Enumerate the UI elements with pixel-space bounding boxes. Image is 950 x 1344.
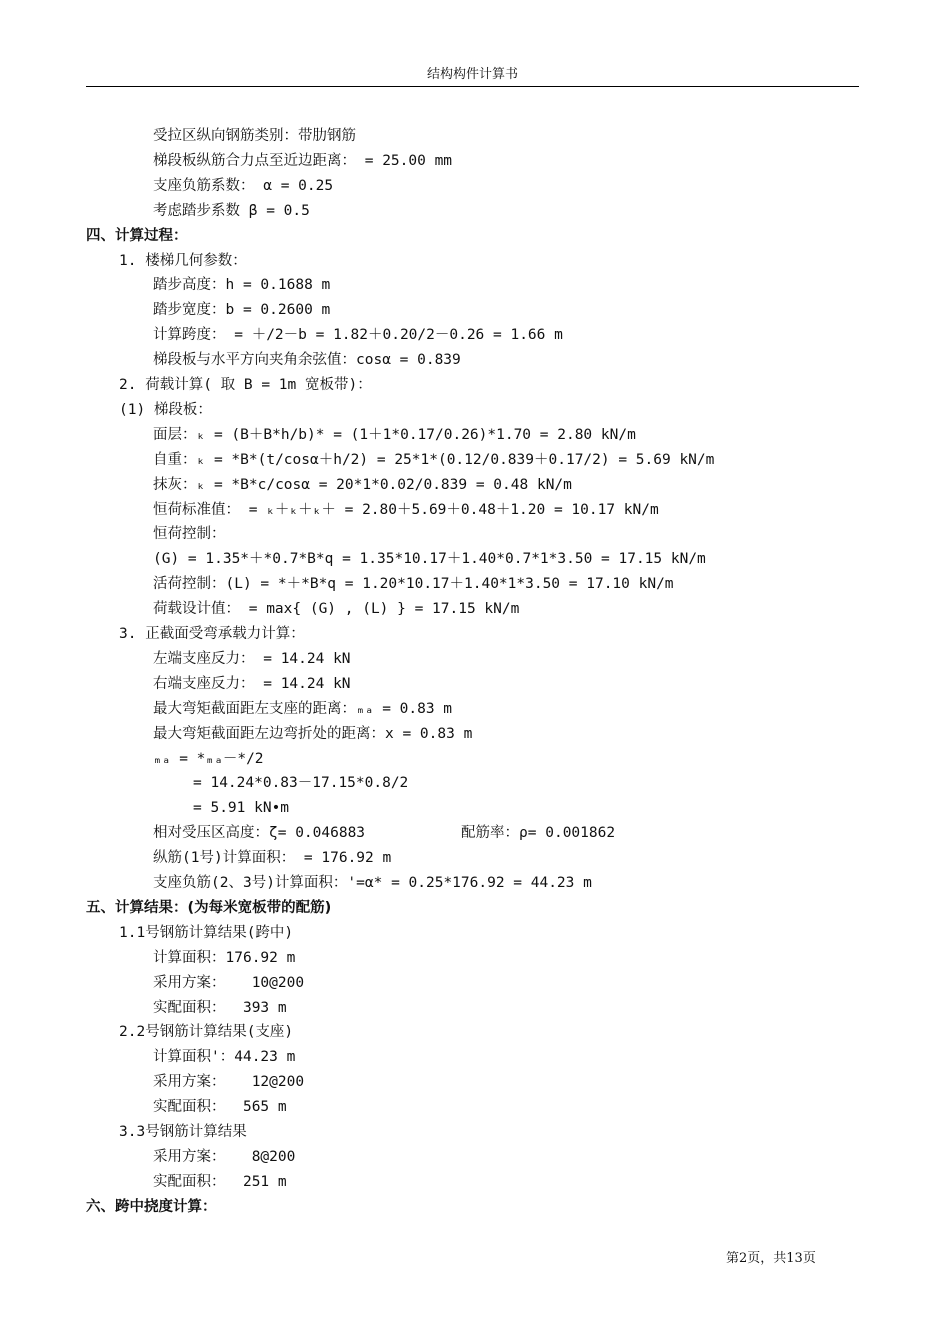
text-line: 1.1号钢筋计算结果(跨中) — [119, 924, 294, 941]
text-line: 计算面积'：44.23 m — [153, 1049, 296, 1066]
section-heading: 四、计算过程： — [86, 227, 188, 244]
text-line: 恒荷标准值： = ₖ＋ₖ＋ₖ＋ = 2.80＋5.69＋0.48＋1.20 = 10.17 kN/m — [153, 501, 659, 518]
text-line: 3.3号钢筋计算结果 — [119, 1124, 247, 1140]
text-line: 3. 正截面受弯承载力计算： — [119, 626, 305, 642]
section-heading: 六、跨中挠度计算： — [86, 1198, 217, 1215]
text-line: 梯段板纵筋合力点至近边距离： = 25.00 mm — [153, 152, 453, 169]
text-line: 计算面积：176.92 m — [153, 949, 296, 966]
text-line: 2.2号钢筋计算结果(支座) — [119, 1024, 294, 1041]
text-line: 支座负筋(2、3号)计算面积：'=α* = 0.25*176.92 = 44.23 m — [153, 875, 592, 891]
text-line: 纵筋(1号)计算面积： = 176.92 m — [153, 850, 392, 867]
text-line: 踏步高度：h = 0.1688 m — [153, 277, 331, 294]
text-line: 荷载设计值： = max{ (G) , (L) } = 17.15 kN/m — [153, 601, 520, 618]
text-line: 自重：ₖ = *B*(t/cosα＋h/2) = 25*1*(0.12/0.839＋0.17/2) = 5.69 kN/m — [153, 451, 715, 468]
text-line: 2. 荷载计算( 取 B = 1m 宽板带)： — [119, 377, 372, 393]
text-line: 抹灰：ₖ = *B*c/cosα = 20*1*0.02/0.839 = 0.48 kN/m — [153, 476, 572, 493]
text-line: 1. 楼梯几何参数： — [119, 252, 247, 269]
text-line: 采用方案： 8@200 — [153, 1148, 296, 1165]
text-line: 最大弯矩截面距左支座的距离：ₘₐ = 0.83 m — [153, 700, 453, 717]
text-line: 受拉区纵向钢筋类别：带肋钢筋 — [153, 128, 356, 144]
text-line: 左端支座反力： = 14.24 kN — [153, 650, 351, 667]
text-line: ₘₐ = *ₘₐ－*/2 — [153, 750, 264, 767]
header-title: 结构构件计算书 — [426, 67, 518, 82]
text-line: 采用方案： 12@200 — [153, 1074, 305, 1091]
text-line: 相对受压区高度：ζ= 0.046883 配筋率：ρ= 0.001862 — [153, 825, 616, 842]
text-line: 活荷控制：(L) = *＋*B*q = 1.20*10.17＋1.40*1*3.50 = 17.10 kN/m — [153, 576, 674, 593]
text-line: 采用方案： 10@200 — [153, 974, 305, 991]
text-line: 面层：ₖ = (B＋B*h/b)* = (1＋1*0.17/0.26)*1.70 = 2.80 kN/m — [153, 426, 636, 443]
text-line: 踏步宽度：b = 0.2600 m — [153, 302, 331, 319]
text-line: 实配面积： 565 m — [153, 1099, 287, 1116]
text-line: (1) 梯段板： — [119, 401, 212, 418]
text-line: 梯段板与水平方向夹角余弦值：cosα = 0.839 — [153, 352, 461, 369]
text-line: 支座负筋系数： α = 0.25 — [153, 177, 334, 194]
text-line: 最大弯矩截面距左边弯折处的距离：x = 0.83 m — [153, 725, 473, 742]
page-header — [86, 64, 859, 87]
text-line: 右端支座反力： = 14.24 kN — [153, 675, 351, 692]
text-line: 考虑踏步系数 β = 0.5 — [153, 202, 310, 219]
page-footer: 第2页，共13页 — [726, 1251, 816, 1266]
text-line: 实配面积： 393 m — [153, 999, 287, 1016]
section-heading: 五、计算结果：(为每米宽板带的配筋) — [86, 899, 332, 916]
text-line: = 14.24*0.83－17.15*0.8/2 — [193, 775, 409, 792]
text-line: 计算跨度： = ＋/2－b = 1.82＋0.20/2－0.26 = 1.66 m — [153, 327, 563, 344]
text-line: (G) = 1.35*＋*0.7*B*q = 1.35*10.17＋1.40*0.7*1*3.50 = 17.15 kN/m — [153, 551, 706, 568]
text-line: 恒荷控制： — [153, 526, 226, 543]
text-line: = 5.91 kN•m — [193, 800, 290, 817]
text-line: 实配面积： 251 m — [153, 1173, 287, 1190]
